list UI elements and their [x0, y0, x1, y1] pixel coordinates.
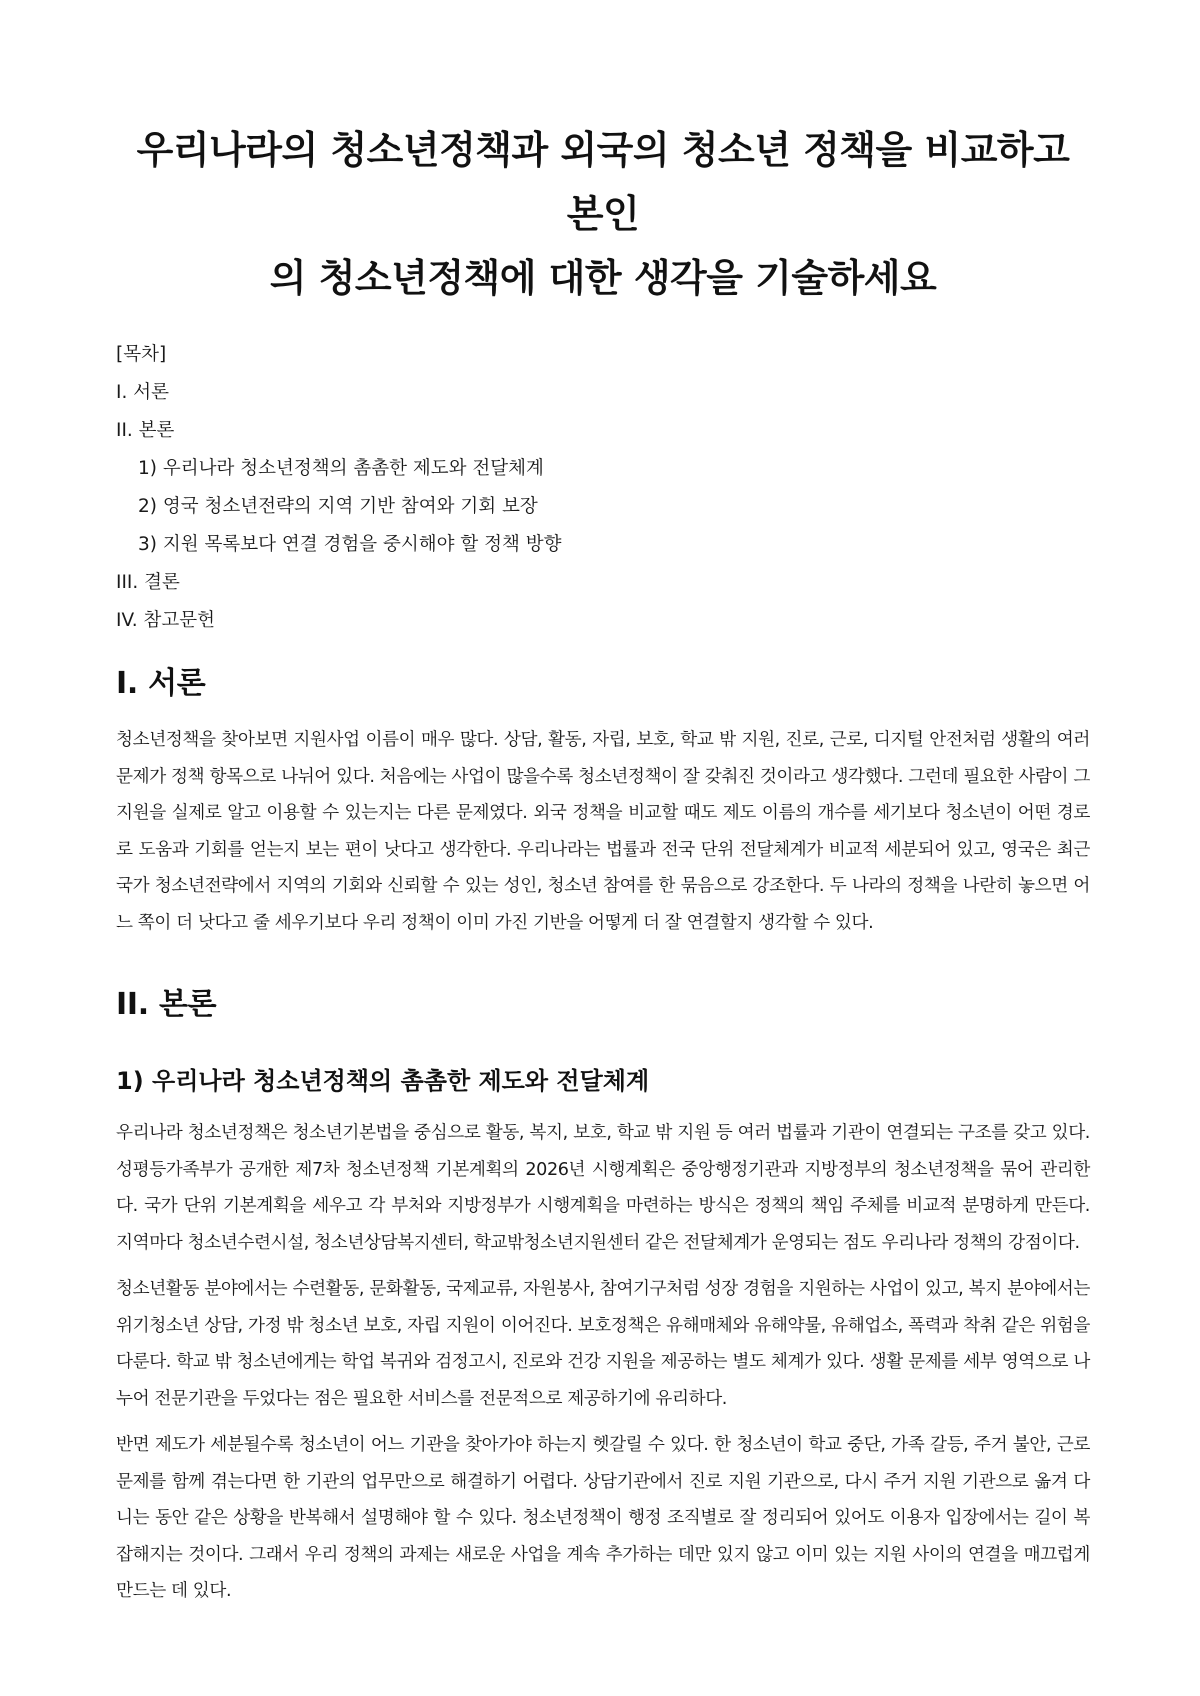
document-title	[116, 118, 1090, 310]
toc-item: I. 서론	[116, 382, 169, 403]
subsection-heading: 1) 우리나라 청소년정책의 촘촘한 제도와 전달체계	[116, 1067, 650, 1095]
document-title-line2: 의 청소년정책에 대한 생각을 기술하세요	[269, 256, 937, 300]
toc-heading: [목차]	[116, 344, 167, 365]
document-title-line1: 우리나라의 청소년정책과 외국의 청소년 정책을 비교하고 본인	[136, 128, 1070, 236]
toc-subitem: 3) 지원 목록보다 연결 경험을 중시해야 할 정책 방향	[138, 534, 562, 555]
section-heading-intro: I. 서론	[116, 666, 206, 701]
toc-subitem: 1) 우리나라 청소년정책의 촘촘한 제도와 전달체계	[138, 458, 544, 479]
table-of-contents	[116, 336, 1090, 640]
section-heading-body: II. 본론	[116, 987, 217, 1022]
body-paragraph: 청소년활동 분야에서는 수련활동, 문화활동, 국제교류, 자원봉사, 참여기구처럼 성장 경험을 지원하는 사업이 있고, 복지 분야에서는 위기청소년 상담, 가정 밖 청소년 보호, 자립 지원이 이어진다. 보호정책은 유해매체와 유해약물, 유해업소, 폭력과 착취 같은 위험을 다룬다. 학교 밖 청소년에게는 학업 복귀와 검정고시, 진로와 건강 지원을 제공하는 별도 체계가 있다. 생활 문제를 세부 영역으로 나누어 전문기관을 두었다는 점은 필요한 서비스를 전문적으로 제공하기에 유리하다.	[116, 1279, 1090, 1409]
toc-item: III. 결론	[116, 572, 180, 593]
toc-subitem: 2) 영국 청소년전략의 지역 기반 참여와 기회 보장	[138, 496, 538, 517]
intro-paragraph: 청소년정책을 찾아보면 지원사업 이름이 매우 많다. 상담, 활동, 자립, 보호, 학교 밖 지원, 진로, 근로, 디지털 안전처럼 생활의 여러 문제가 정책 항목으로 나뉘어 있다. 처음에는 사업이 많을수록 청소년정책이 잘 갖춰진 것이라고 생각했다. 그런데 필요한 사람이 그 지원을 실제로 알고 이용할 수 있는지는 다른 문제였다. 외국 정책을 비교할 때도 제도 이름의 개수를 세기보다 청소년이 어떤 경로로 도움과 기회를 얻는지 보는 편이 낫다고 생각한다. 우리나라는 법률과 전국 단위 전달체계가 비교적 세분되어 있고, 영국은 최근 국가 청소년전략에서 지역의 기회와 신뢰할 수 있는 성인, 청소년 참여를 한 묶음으로 강조한다. 두 나라의 정책을 나란히 놓으면 어느 쪽이 더 낫다고 줄 세우기보다 우리 정책이 이미 가진 기반을 어떻게 더 잘 연결할지 생각할 수 있다.	[116, 730, 1090, 933]
body-paragraph: 우리나라 청소년정책은 청소년기본법을 중심으로 활동, 복지, 보호, 학교 밖 지원 등 여러 법률과 기관이 연결되는 구조를 갖고 있다. 성평등가족부가 공개한 제7차 청소년정책 기본계획의 2026년 시행계획은 중앙행정기관과 지방정부의 청소년정책을 묶어 관리한다. 국가 단위 기본계획을 세우고 각 부처와 지방정부가 시행계획을 마련하는 방식은 정책의 책임 주체를 비교적 분명하게 만든다. 지역마다 청소년수련시설, 청소년상담복지센터, 학교밖청소년지원센터 같은 전달체계가 운영되는 점도 우리나라 정책의 강점이다.	[116, 1123, 1090, 1253]
toc-item: II. 본론	[116, 420, 175, 441]
toc-item: IV. 참고문헌	[116, 610, 215, 631]
body-paragraph: 반면 제도가 세분될수록 청소년이 어느 기관을 찾아가야 하는지 헷갈릴 수 있다. 한 청소년이 학교 중단, 가족 갈등, 주거 불안, 근로 문제를 함께 겪는다면 한 기관의 업무만으로 해결하기 어렵다. 상담기관에서 진로 지원 기관으로, 다시 주거 지원 기관으로 옮겨 다니는 동안 같은 상황을 반복해서 설명해야 할 수 있다. 청소년정책이 행정 조직별로 잘 정리되어 있어도 이용자 입장에서는 길이 복잡해지는 것이다. 그래서 우리 정책의 과제는 새로운 사업을 계속 추가하는 데만 있지 않고 이미 있는 지원 사이의 연결을 매끄럽게 만드는 데 있다.	[116, 1435, 1090, 1601]
